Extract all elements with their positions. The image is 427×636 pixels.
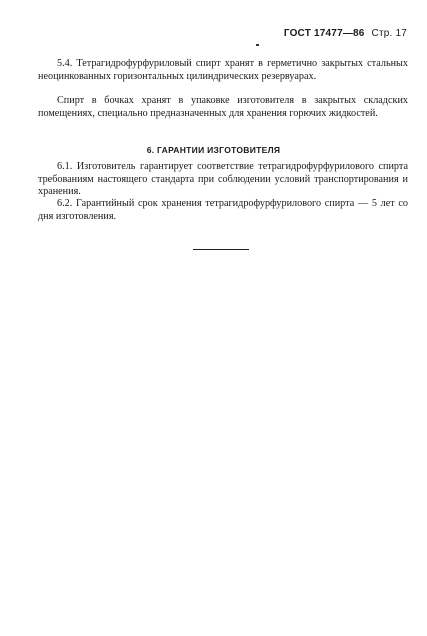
section-6-title: 6. ГАРАНТИИ ИЗГОТОВИТЕЛЯ [146,145,281,155]
standard-number: ГОСТ 17477—86 [283,28,365,39]
paragraph-6-2 [38,198,408,223]
scan-mark [256,44,259,46]
paragraph-5-4-text: 5.4. Тетрагидрофурфуриловый спирт хранят в герметично закрытых стальных неоцинкованных горизонтальных цилиндрических резервуарах. [38,58,408,82]
paragraph-6-1-text: 6.1. Изготовитель гарантирует соответствие тетрагидрофурфурилового спирта требованиям настоящего стандарта при соблюдении условий транспортирования и хранения. [38,161,408,198]
paragraph-storage [38,95,408,120]
page-header [284,28,407,39]
paragraph-storage-text: Спирт в бочках хранят в упаковке изготовителя в закрытых складских помещениях, специально предназначенных для хранения горючих жидкостей. [38,95,408,119]
paragraph-5-4 [38,58,408,83]
paragraph-6-1 [38,161,408,199]
page-number: Стр. 17 [371,28,407,39]
paragraph-6-2-text: 6.2. Гарантийный срок хранения тетрагидрофурфурилового спирта — 5 лет со дня изготовления. [38,198,408,222]
end-rule [193,249,249,250]
